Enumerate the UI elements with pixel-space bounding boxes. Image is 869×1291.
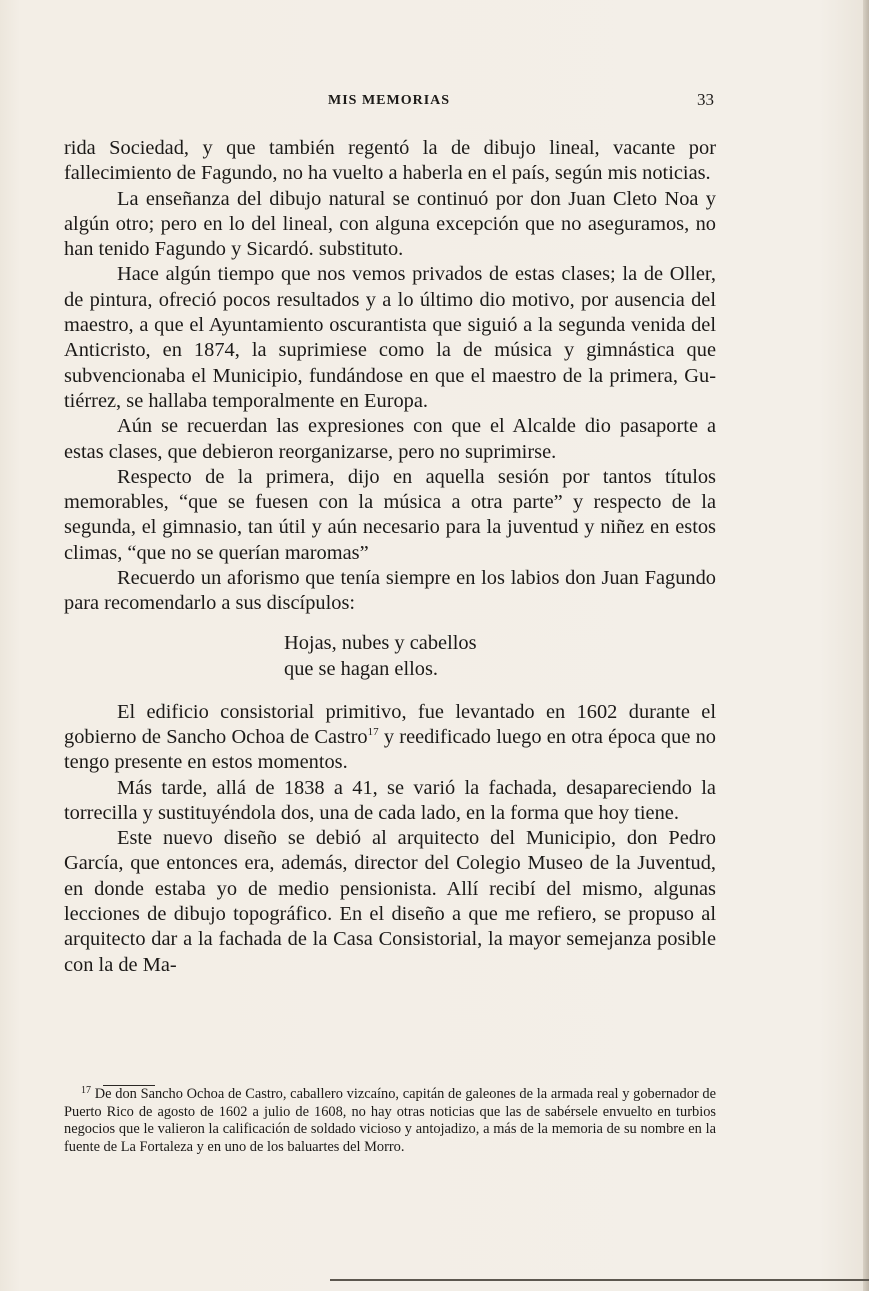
paragraph-7-end: y reedificado luego en otra época que no tengo presente en estos momentos. bbox=[64, 725, 716, 774]
paragraph-5: Respecto de la primera, dijo en aquella sesión por tantos títulos memorables, “que se fuesen con la música a otra parte” y respecto de la segunda, el gimnasio, tan útil y aún necesario para la juventud y niñez en estos climas, “que no se querían maromas” bbox=[64, 465, 716, 564]
paragraph-2: La enseñanza del dibujo natural se continuó por don Juan Cleto Noa y algún otro; pero en lo del lineal, con alguna excepción que no aseguramos, no han tenido Fagundo y Sicardó. substituto. bbox=[64, 187, 716, 261]
running-title: MIS MEMORIAS bbox=[328, 93, 451, 108]
paragraph-1: rida Sociedad, y que también regentó la de dibujo lineal, vacante por fallecimiento de Fagundo, no ha vuelto a haberla en el país, según mis noticias. bbox=[64, 137, 716, 185]
footnote bbox=[64, 1086, 716, 1156]
footnote-number: 17 bbox=[81, 1085, 91, 1096]
paragraph-7-start: El edificio consistorial primitivo, fue levantado en 1602 durante el gobierno de Sancho Ochoa de Castro bbox=[64, 700, 716, 748]
verse-line-1: Hojas, nubes y cabellos bbox=[284, 631, 477, 654]
paragraph-8: Más tarde, allá de 1838 a 41, se varió la fachada, desapareciendo la torrecilla y sustituyéndola dos, una de cada lado, en la forma que hoy tiene. bbox=[64, 776, 716, 824]
footnote-reference[interactable]: 17 bbox=[367, 725, 379, 738]
page-number: 33 bbox=[697, 90, 714, 109]
verse-quote bbox=[284, 630, 716, 682]
verse-line-2: que se hagan ellos. bbox=[284, 657, 439, 680]
page-edge-shadow bbox=[863, 0, 869, 1291]
paragraph-9: Este nuevo diseño se debió al arquitecto del Municipio, don Pedro García, que entonces era, además, director del Colegio Museo de la Juventud, en donde estaba yo de medio pensionista. Allí recibí del mismo, algunas lecciones de dibujo topográfico. En el diseño a que me refiero, se propuso al arquitecto dar a la fachada de la Casa Consistorial, la mayor semejanza posible con la de Ma- bbox=[64, 827, 716, 976]
footnote-text: De don Sancho Ochoa de Castro, caballero vizcaíno, capitán de galeones de la armada real y gobernador de Puerto Rico de agosto de 1602 a julio de 1608, no hay otras noticias que las de sabérsele envuelto en turbios negocios que le valieron la calificación de soldado vicioso y antojadizo, a más de la memoria de su nombre en la fuente de La Fortaleza y en uno de los baluartes del Morro. bbox=[64, 1086, 716, 1155]
body-text bbox=[64, 136, 716, 978]
paragraph-6: Recuerdo un aforismo que tenía siempre en los labios don Juan Fagundo para recomendarlo a sus discípulos: bbox=[64, 567, 716, 615]
paragraph-3: Hace algún tiempo que nos vemos privados de estas clases; la de Oller, de pintura, ofreció pocos resultados y a lo último dio motivo, por ausencia del maestro, a que el Ayuntamiento oscurantista que siguió a la segunda venida del Anticristo, en 1874, la suprimiese como la de música y gimnástica que subvencionaba el Municipio, fundándose en que el maestro de la primera, Gutiérrez, se hallaba temporalmente en Europa. bbox=[64, 263, 716, 412]
bottom-edge-line bbox=[330, 1279, 869, 1281]
paragraph-4: Aún se recuerdan las expresiones con que el Alcalde dio pasaporte a estas clases, que debieron reorganizarse, pero no suprimirse. bbox=[64, 415, 716, 463]
paragraph-7 bbox=[64, 700, 716, 776]
